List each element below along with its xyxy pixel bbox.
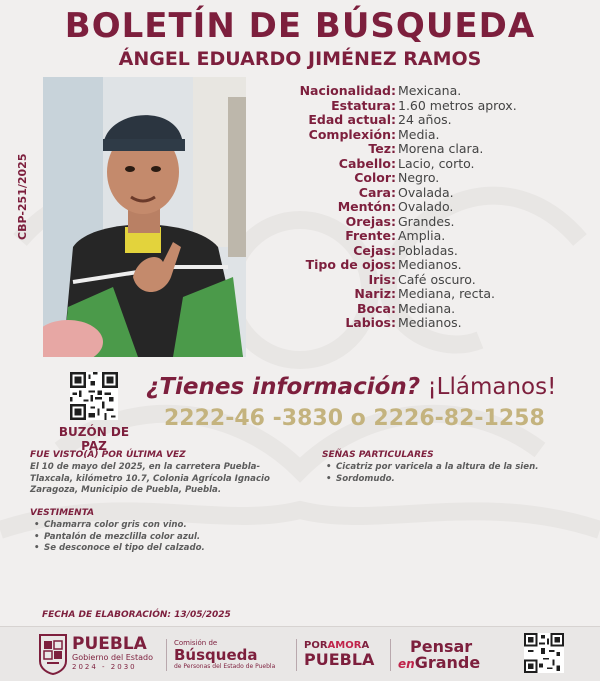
detail-value: Ovalado.	[398, 199, 454, 214]
pensar-en-grande-logo	[398, 639, 498, 672]
detail-value: 24 años.	[398, 112, 452, 127]
list-item: • Chamarra color gris con vino.	[30, 520, 300, 532]
poramor-big: PUEBLA	[304, 650, 375, 669]
detail-value: Pobladas.	[398, 242, 458, 258]
detail-value: Amplia.	[398, 228, 446, 243]
last-seen-heading: FUE VISTO(A) POR ÚLTIMA VEZ	[30, 450, 186, 460]
detail-row	[262, 200, 582, 215]
marks-list	[322, 462, 592, 485]
detail-row	[262, 128, 582, 143]
list-item: • Sordomudo.	[322, 474, 592, 486]
puebla-years: 2024 - 2030	[72, 663, 137, 671]
physical-description	[262, 84, 582, 331]
detail-row	[262, 302, 582, 317]
poramor-top-1: POR	[304, 640, 328, 651]
footer-qr-code-icon[interactable]	[524, 633, 564, 673]
comision-tiny: de Personas del Estado de Puebla	[174, 663, 276, 670]
detail-label: Nacionalidad:	[299, 83, 396, 98]
detail-row	[262, 186, 582, 201]
creation-date: FECHA DE ELABORACIÓN: 13/05/2025	[42, 610, 231, 620]
footer-divider	[390, 639, 391, 671]
marks-heading: SEÑAS PARTICULARES	[322, 450, 434, 460]
detail-value: Medianos.	[398, 315, 462, 330]
pensar-2-b: Grande	[414, 653, 481, 672]
detail-label: Tez:	[368, 141, 396, 156]
detail-row	[262, 99, 582, 114]
pensar-2-a: en	[398, 657, 415, 671]
detail-value: Grandes.	[398, 213, 455, 229]
missing-person-photo	[43, 77, 246, 357]
list-item: • Se desconoce el tipo del calzado.	[30, 543, 300, 555]
case-id: CBP-251/2025	[16, 153, 29, 240]
detail-row	[262, 229, 582, 244]
detail-label: Cejas:	[353, 242, 396, 258]
detail-label: Cabello:	[338, 155, 396, 171]
puebla-name: PUEBLA	[72, 634, 147, 654]
clothing-section	[30, 508, 300, 555]
comision-big: Búsqueda	[174, 646, 258, 664]
comision-busqueda-logo	[174, 639, 294, 671]
detail-row	[262, 157, 582, 172]
detail-row	[262, 316, 582, 331]
list-item: • Cicatriz por varicela a la altura de la sien.	[322, 462, 592, 474]
footer-logos	[0, 626, 600, 681]
question-text: ¿Tienes información?	[146, 374, 421, 400]
puebla-shield-icon	[38, 633, 68, 675]
pensar-2	[398, 655, 498, 672]
detail-label: Edad actual:	[308, 112, 396, 127]
clothing-list	[30, 520, 300, 555]
comision-small: Comisión de	[174, 639, 218, 647]
last-seen-section	[30, 450, 300, 497]
detail-label: Mentón:	[337, 199, 396, 214]
detail-row	[262, 258, 582, 273]
last-seen-text: El 10 de mayo del 2025, en la carretera Puebla-Tlaxcala, kilómetro 10.7, Colonia Agrícola Ignacio Zaragoza, Municipio de Puebla, Puebla.	[30, 462, 270, 495]
detail-label: Estatura:	[331, 97, 396, 113]
poramor-top-2: AMOR	[327, 640, 362, 651]
call-text: ¡Llámanos!	[427, 374, 557, 400]
detail-row	[262, 244, 582, 259]
detail-label: Orejas:	[345, 213, 396, 229]
footer-divider	[296, 639, 297, 671]
detail-label: Nariz:	[354, 286, 396, 301]
detail-row	[262, 215, 582, 230]
detail-value: Ovalada.	[398, 184, 454, 200]
detail-row	[262, 273, 582, 288]
missing-person-name: ÁNGEL EDUARDO JIMÉNEZ RAMOS	[118, 48, 482, 70]
detail-value: Media.	[398, 126, 440, 142]
detail-value: Lacio, corto.	[398, 155, 475, 171]
distinguishing-marks-section	[322, 450, 592, 485]
list-item: • Pantalón de mezclilla color azul.	[30, 532, 300, 544]
detail-row	[262, 113, 582, 128]
poramor-top-3: A	[361, 640, 370, 651]
detail-label: Labios:	[345, 315, 396, 330]
detail-label: Cara:	[358, 184, 396, 200]
puebla-government-logo	[72, 635, 162, 671]
detail-value: Mediana.	[398, 300, 456, 316]
detail-value: Negro.	[398, 170, 440, 185]
detail-value: Café oscuro.	[398, 271, 476, 287]
detail-row	[262, 287, 582, 302]
qr-code-icon[interactable]	[70, 372, 118, 420]
info-question	[146, 374, 556, 400]
pensar-1: Pensar	[410, 637, 473, 656]
detail-label: Color:	[354, 170, 396, 185]
detail-value: Morena clara.	[398, 141, 484, 156]
detail-row	[262, 84, 582, 99]
phone-numbers[interactable]: 2222-46 -3830 o 2226-82-1258	[164, 406, 545, 431]
detail-value: 1.60 metros aprox.	[398, 97, 517, 113]
detail-value: Mediana, recta.	[398, 286, 496, 301]
clothing-heading: VESTIMENTA	[30, 508, 95, 518]
detail-value: Medianos.	[398, 257, 462, 272]
footer-divider	[166, 639, 167, 671]
por-amor-a-puebla-logo	[304, 640, 384, 668]
detail-label: Boca:	[357, 300, 396, 316]
bulletin-title: BOLETÍN DE BÚSQUEDA	[64, 6, 536, 46]
detail-label: Frente:	[345, 228, 396, 243]
detail-label: Complexión:	[308, 126, 396, 142]
detail-value: Mexicana.	[398, 83, 462, 98]
puebla-sub: Gobierno del Estado	[72, 653, 153, 662]
detail-row	[262, 171, 582, 186]
detail-label: Iris:	[368, 271, 396, 287]
buzon-de-paz-label: BUZÓN DE PAZ	[58, 425, 130, 453]
detail-row	[262, 142, 582, 157]
detail-label: Tipo de ojos:	[305, 257, 396, 272]
